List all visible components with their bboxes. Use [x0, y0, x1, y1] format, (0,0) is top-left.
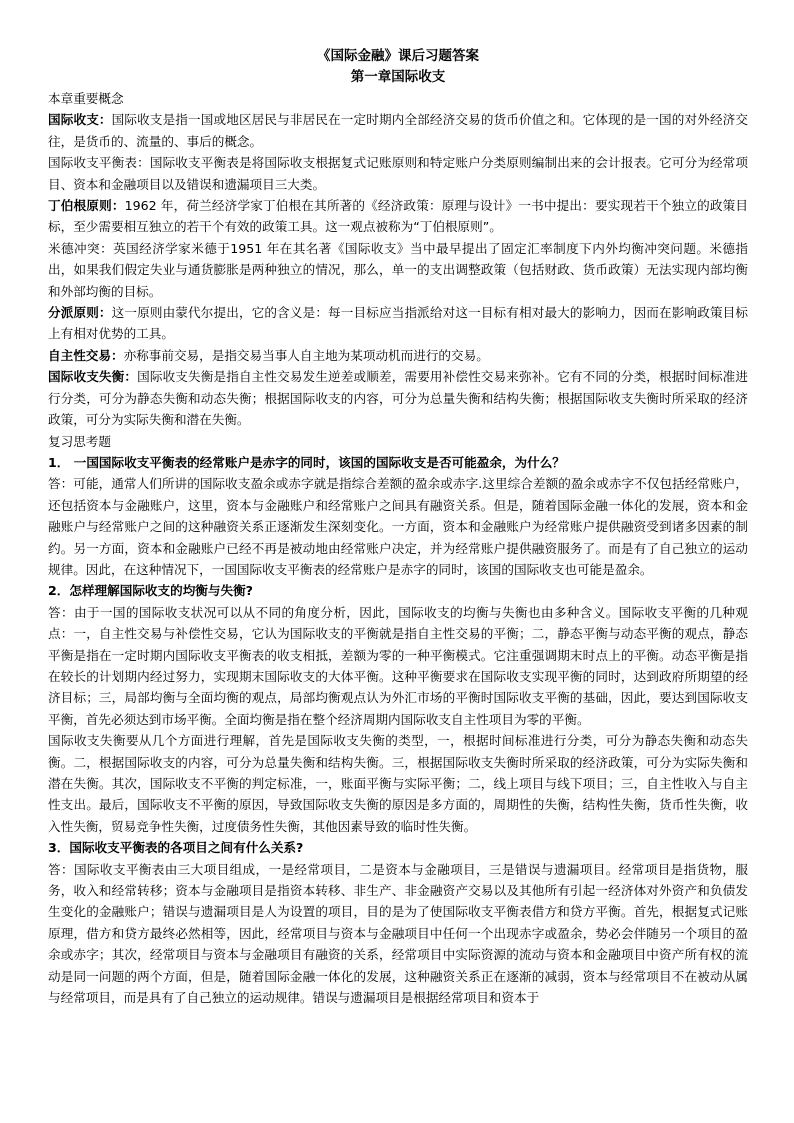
concept-text: 英国经济学家米德于1951 年在其名著《国际收支》当中最早提出了固定汇率制度下内外均衡冲突问题。米德指出，如果我们假定失业与通货膨胀是两种独立的情况，那么，单一的支出调整政策（包括财政、货币政策）无法实现内部均衡和外部均衡的目标。 — [48, 240, 748, 299]
concept-text: 国际收支平衡表是将国际收支根据复式记账原则和特定账户分类原则编制出来的会计报表。它可分为经常项目、资本和金融项目以及错误和遗漏项目三大类。 — [48, 155, 749, 192]
concept-paragraph — [48, 366, 748, 430]
concept-paragraph — [48, 302, 748, 345]
chapter-title: 第一章国际收支 — [350, 69, 446, 85]
concept-text: 国际收支失衡是指自主性交易发生逆差或顺差，需要用补偿性交易来弥补。它有不同的分类，根据时间标准进行分类，可分为静态失衡和动态失衡；根据国际收支的内容，可分为总量失衡和结构失衡；根据国际收支失衡时所采取的经济政策，可分为实际失衡和潜在失衡。 — [48, 369, 749, 428]
concept-term: 自主性交易： — [48, 347, 124, 363]
document-title: 《国际金融》课后习题答案 — [317, 48, 479, 64]
concept-paragraph — [48, 152, 748, 195]
concepts-heading: 本章重要概念 — [48, 91, 124, 106]
concept-term: 国际收支： — [48, 112, 112, 128]
concept-paragraph — [48, 195, 748, 238]
concept-paragraph — [48, 109, 748, 152]
concept-paragraph — [48, 345, 748, 366]
answer-paragraph: 答：可能，通常人们所讲的国际收支盈余或赤字就是指综合差额的盈余或赤字.这里综合差额的盈余或赤字不仅包括经常账户，还包括资本与金融账户，这里，资本与金融账户和经常账户之间具有融资关系。但是，随着国际金融一体化的发展，资本和金融账户与经常账户之间的这种融资关系正逐渐发生深刻变化。一方面，资本和金融账户为经常账户提供融资受到诸多因素的制约。另一方面，资本和金融账户已经不再是被动地由经常账户决定，并为经常账户提供融资服务了。而是有了自己独立的运动规律。因此，在这种情况下，一国国际收支平衡表的经常账户是赤字的同时，该国的国际收支也可能是盈余。 — [48, 476, 748, 577]
question-heading: 2．怎样理解国际收支的均衡与失衡? — [48, 583, 253, 599]
concept-text: 亦称事前交易，是指交易当事人自主地为某项动机而进行的交易。 — [123, 347, 489, 363]
concept-text: 这一原则由蒙代尔提出，它的含义是：每一目标应当指派给对这一目标有相对最大的影响力，因而在影响政策目标上有相对优势的工具。 — [48, 305, 749, 342]
concept-term: 国际收支失衡： — [48, 369, 138, 385]
concept-term: 国际收支平衡表： — [48, 155, 150, 171]
concept-paragraph — [48, 238, 748, 302]
answer-paragraph: 答：国际收支平衡表由三大项目组成，一是经常项目，二是资本与金融项目，三是错误与遗漏项目。经常项目是指货物，服务，收入和经常转移；资本与金融项目是指资本转移、非生产、非金融资产交易以及其他所有引起一经济体对外资产和负债发生变化的金融账户；错误与遗漏项目是人为设置的项目，目的是为了使国际收支平衡表借方和贷方平衡。首先，根据复式记账原理，借方和贷方最终必然相等，因此，经常项目与资本与金融项目中任何一个出现赤字或盈余，势必会伴随另一个项目的盈余或赤字；其次，经常项目与资本与金融项目有融资的关系，经常项目中实际资源的流动与资本和金融项目中资产所有权的流动是同一问题的两个方面，但是，随着国际金融一体化的发展，这种融资关系正在逐渐的减弱，资本与经常项目不在被动从属与经常项目，而是具有了自己独立的运动规律。错误与遗漏项目是根据经常项目和资本于 — [48, 861, 748, 1006]
concept-term: 丁伯根原则： — [48, 198, 125, 214]
concept-text: 1962 年，荷兰经济学家丁伯根在其所著的《经济政策：原理与设计》一书中提出：要实现若干个独立的政策目标，至少需要相互独立的若干个有效的政策工具。这一观点被称为“丁伯根原则”。 — [48, 198, 748, 235]
question-heading: 1． 一国国际收支平衡表的经常账户是赤字的同时，该国的国际收支是否可能盈余，为什么？ — [48, 454, 565, 470]
answer-paragraph: 答：由于一国的国际收支状况可以从不同的角度分析，因此，国际收支的均衡与失衡也由多种含义。国际收支平衡的几种观点：一，自主性交易与补偿性交易，它认为国际收支的平衡就是指自主性交易的平衡；二，静态平衡与动态平衡的观点，静态平衡是指在一定时期内国际收支平衡表的收支相抵，差额为零的一种平衡模式。它注重强调期末时点上的平衡。动态平衡是指在较长的计划期内经过努力，实现期末国际收支的大体平衡。这种平衡要求在国际收支实现平衡的同时，达到政府所期望的经济目标；三，局部均衡与全面均衡的观点，局部均衡观点认为外汇市场的平衡时国际收支平衡的基础，因此，要达到国际收支平衡，首先必须达到市场平衡。全面均衡是指在整个经济周期内国际收支自主性项目为零的平衡。 — [48, 604, 748, 727]
concept-term: 米德冲突： — [48, 240, 114, 256]
document-page — [48, 46, 748, 1008]
review-heading: 复习思考题 — [48, 433, 111, 449]
concept-text: 国际收支是指一国或地区居民与非居民在一定时期内全部经济交易的货币价值之和。它体现的是一国的对外经济交往，是货币的、流量的、事后的概念。 — [48, 112, 749, 149]
answer-paragraph: 国际收支失衡要从几个方面进行理解，首先是国际收支失衡的类型，一，根据时间标准进行分类，可分为静态失衡和动态失衡。二，根据国际收支的内容，可分为总量失衡和结构失衡。三，根据国际收支失衡时所采取的经济政策，可分为实际失衡和潜在失衡。其次，国际收支不平衡的判定标准，一，账面平衡与实际平衡；二，线上项目与线下项目；三，自主性收入与自主性支出。最后，国际收支不平衡的原因，导致国际收支失衡的原因是多方面的，周期性的失衡，结构性失衡，货币性失衡，收入性失衡，贸易竞争性失衡，过度债务性失衡，其他因素导致的临时性失衡。 — [48, 733, 748, 834]
concept-term: 分派原则： — [48, 305, 112, 321]
question-heading: 3．国际收支平衡表的各项目之间有什么关系? — [48, 840, 304, 856]
